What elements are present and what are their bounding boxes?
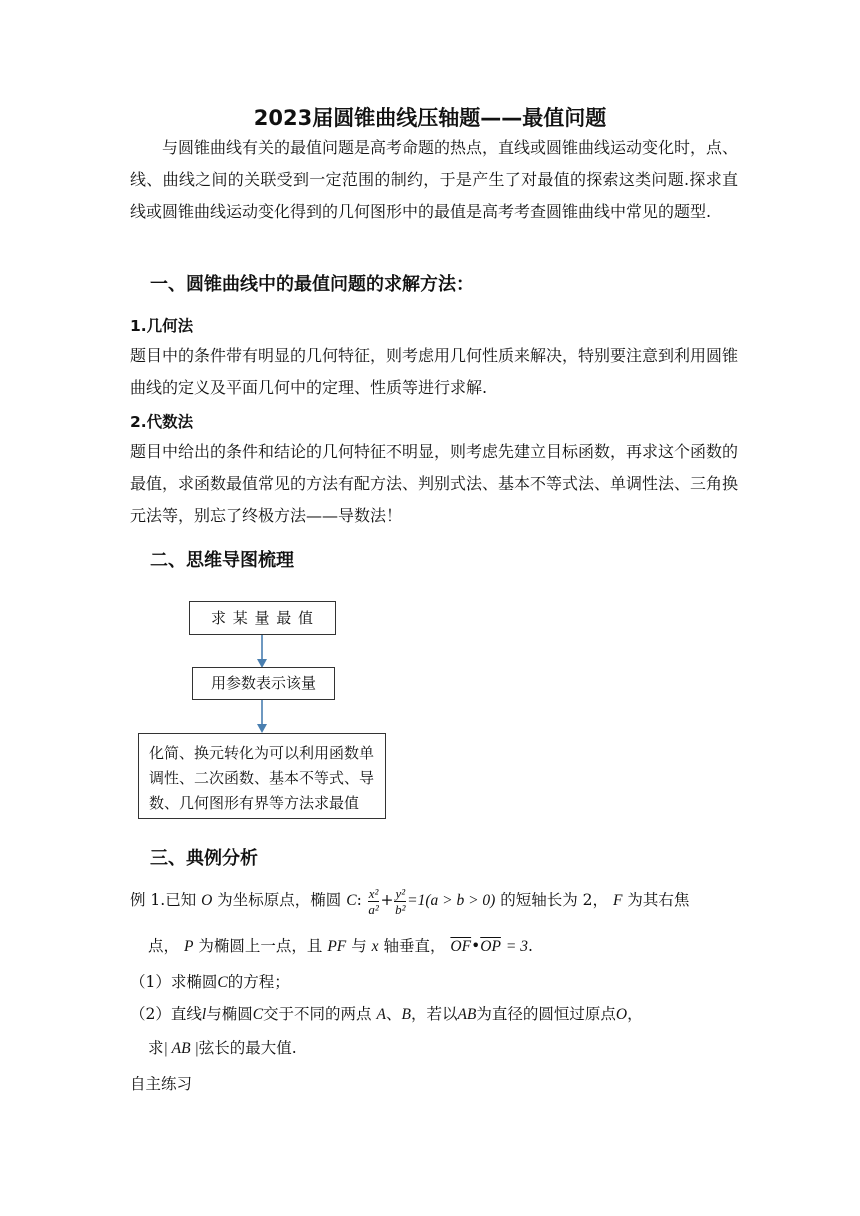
document-title: 2023届圆锥曲线压轴题——最值问题: [253, 106, 607, 130]
flow-arrow-down-icon: [252, 635, 272, 669]
example-1-line-1: 例 1.已知 O 为坐标原点，椭圆 C: $\frac{\text{x²}}{\text{a²}}$ + $\frac{\text{y²}}{\text{b²}}$ =1(a > b > 0) 的短轴长为 2， F 为其右焦: [130, 885, 690, 917]
example-1-question-1: （1）求椭圆C的方程；: [130, 973, 290, 991]
method-title-geometric: 1.几何法: [130, 317, 194, 335]
method-text-geometric: 题目中的条件带有明显的几何特征，则考虑用几何性质来解决，特别要注意到利用圆锥曲线的定义及平面几何中的定理、性质等进行求解.: [130, 346, 739, 397]
section-heading-examples: 三、典例分析: [150, 848, 258, 869]
fraction-y2-b2: $\frac{\text{y²}}{\text{b²}}$: [395, 885, 406, 917]
flow-step-2: 用参数表示该量: [192, 667, 335, 700]
method-text-algebraic: 题目中给出的条件和结论的几何特征不明显，则考虑先建立目标函数，再求这个函数的最值，求函数最值常见的方法有配方法、判别式法、基本不等式法、单调性法、三角换元法等，别忘了终极方法——导数法！: [130, 442, 739, 525]
flow-step-1: 求 某 量 最 值: [189, 601, 336, 635]
flow-arrow-down-icon: [252, 700, 272, 734]
fraction-x2-a2: $\frac{\text{x²}}{\text{a²}}$: [368, 885, 379, 917]
section-heading-methods: 一、圆锥曲线中的最值问题的求解方法：: [150, 274, 474, 295]
example-1-line-2: 点， P 为椭圆上一点，且 PF 与 x 轴垂直， $\overline{OF}•\overline{OP} = 3$.: [148, 937, 533, 955]
flow-step-3: 化简、换元转化为可以利用函数单调性、二次函数、基本不等式、导数、几何图形有界等方法求最值: [138, 733, 386, 819]
practice-label: 自主练习: [130, 1075, 193, 1093]
example-1-question-2-cont: 求| AB |弦长的最大值.: [148, 1039, 297, 1057]
section-heading-mindmap: 二、思维导图梳理: [150, 550, 294, 571]
example-1-question-2: （2）直线l与椭圆C交于不同的两点 A、B，若以AB为直径的圆恒过原点O，: [130, 1005, 643, 1023]
intro-paragraph: 与圆锥曲线有关的最值问题是高考命题的热点，直线或圆锥曲线运动变化时，点、线、曲线之间的关联受到一定范围的制约，于是产生了对最值的探索这类问题.探求直线或圆锥曲线运动变化得到的几何图形中的最值是高考考查圆锥曲线中常见的题型.: [130, 138, 739, 221]
method-title-algebraic: 2.代数法: [130, 413, 194, 431]
